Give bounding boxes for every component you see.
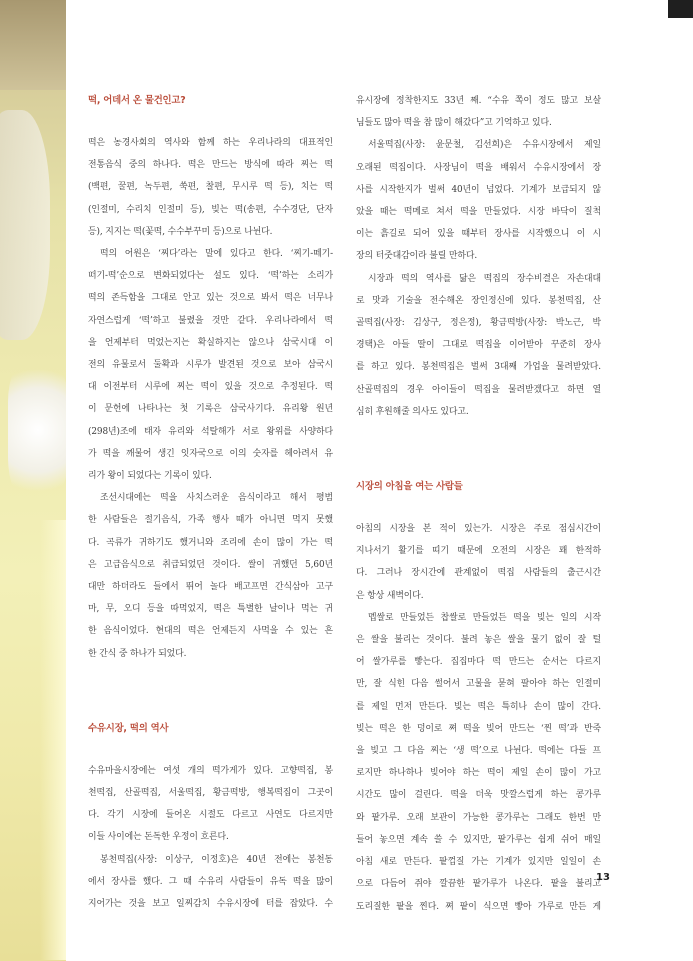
text-line: 도리질한 팥을 찐다. 쪄 팥이 식으면 빻아 가루로 만든 게 bbox=[356, 901, 601, 912]
text-line: 다. 그러나 장시간에 관계없이 떡집 사람들의 출근시간 bbox=[356, 568, 601, 579]
text-line: 골떡집(사장: 김상구, 정은정), 황금떡방(사장: 박노근, 박 bbox=[356, 318, 601, 329]
paragraph bbox=[356, 134, 601, 267]
text-line: 봉천떡집(사장: 이상구, 이정호)은 40년 전에는 봉천동 bbox=[100, 854, 333, 865]
photo-shadow bbox=[0, 0, 66, 90]
text-line: 으로 다듬어 쥐야 깔끔한 팥가루가 나온다. 팥을 불리고 bbox=[356, 879, 601, 890]
photo-bowl bbox=[0, 110, 50, 340]
text-line: 멥쌀로 만들었든 찹쌀로 만들었든 떡을 빚는 일의 시작 bbox=[368, 612, 601, 623]
section-heading: 시장의 아침을 여는 사람들 bbox=[356, 481, 463, 493]
text-line: 전통음식 중의 하나다. 떡은 만드는 방식에 따라 찌는 떡 bbox=[88, 160, 333, 171]
text-line: 로지만 하나하나 빚어야 하는 떡이 제일 손이 많이 가고 bbox=[356, 768, 601, 779]
right-column bbox=[356, 90, 601, 918]
text-line: 다. 곡류가 귀하기도 했거니와 조리에 손이 많이 가는 떡 bbox=[88, 537, 333, 548]
text-line: 자연스럽게 ‘떡’하고 불렸을 것만 같다. 우리나라에서 떡 bbox=[88, 315, 333, 326]
text-line: 님들도 많아 떡을 참 많이 해갔다”고 기억하고 있다. bbox=[356, 118, 552, 129]
paragraph bbox=[356, 90, 601, 134]
text-line: 어 쌀가루를 빻는다. 집집마다 떡 만드는 순서는 다르지 bbox=[356, 657, 601, 668]
text-line: 만, 잘 식힌 다음 썰어서 고물을 묻혀 팔아야 하는 인절미 bbox=[356, 679, 601, 690]
text-line: 빚는 떡은 한 덩이로 쪄 떡을 빚어 만드는 ‘찐 떡’과 반죽 bbox=[356, 723, 601, 734]
text-line: 한 간식 중 하나가 되었다. bbox=[88, 648, 187, 659]
text-line: 경택)은 아들 딸이 그대로 떡집을 이어받아 꾸준히 장사 bbox=[356, 340, 601, 351]
photo-rice-cake bbox=[8, 360, 66, 500]
side-photo-strip bbox=[0, 0, 66, 961]
text-line: 를 제일 먼저 만든다. 빚는 떡은 특히나 손이 많이 간다. bbox=[356, 701, 601, 712]
paragraph bbox=[356, 268, 601, 423]
text-line: 산골떡집의 경우 아이들이 떡집을 물려받겠다고 하면 열 bbox=[356, 384, 601, 395]
paragraph bbox=[88, 243, 333, 487]
text-line: 아침의 시장을 본 적이 있는가. 시장은 주로 점심시간이 bbox=[356, 524, 601, 535]
photo-highlight bbox=[40, 520, 66, 960]
text-line: 심히 후원해줄 의사도 있다고. bbox=[356, 406, 469, 417]
text-line: 떡은 농경사회의 역사와 함께 하는 우리나라의 대표적인 bbox=[88, 138, 333, 148]
corner-tab bbox=[668, 0, 693, 18]
text-line: 한 사람들은 절기음식, 가족 행사 때가 아니면 먹지 못했 bbox=[88, 515, 333, 526]
text-line: 았을 때는 떡메로 쳐서 떡을 만들었다. 시장 바닥이 질척 bbox=[356, 207, 601, 218]
text-line: 을 빚고 그 다음 찌는 ‘생 떡’으로 나뉜다. 떡에는 다들 프 bbox=[356, 746, 601, 757]
text-line: 천떡집, 산골떡집, 서울떡집, 황금떡방, 행복떡집이 그곳이 bbox=[88, 788, 333, 799]
text-line: 들어 놓으면 계속 쓸 수 있지만, 팥가루는 쉽게 쉬어 매일 bbox=[356, 834, 601, 845]
text-line: 은 고급음식으로 취급되었던 것이다. 쌀이 귀했던 5,60년 bbox=[88, 559, 333, 570]
paragraph bbox=[356, 607, 601, 918]
text-line: 로 맛과 기술을 전수해온 장인정신에 있다. 봉천떡집, 산 bbox=[356, 295, 601, 306]
page-number: 13 bbox=[596, 872, 610, 883]
paragraph bbox=[88, 760, 333, 849]
text-line: 지어가는 것을 보고 일찌감치 수유시장에 터를 잡았다. 수 bbox=[88, 899, 333, 910]
text-line: 은 쌀을 불리는 것이다. 불려 놓은 쌀을 물기 없이 잘 털 bbox=[356, 635, 601, 646]
text-line: 유시장에 정착한지도 33년 째. “수유 쪽이 정도 많고 보살 bbox=[356, 96, 601, 106]
text-line: 다. 각기 시장에 들어온 시절도 다르고 사연도 다르지만 bbox=[88, 810, 333, 821]
text-line: 마, 무, 오디 등을 따먹었지, 떡은 특별한 날이나 먹는 귀 bbox=[88, 604, 333, 615]
paragraph bbox=[356, 518, 601, 607]
text-line: 리가 왕이 되었다는 기록이 있다. bbox=[88, 471, 212, 482]
text-line: 장의 터줏대감이라 불릴 만하다. bbox=[356, 251, 478, 262]
text-line: 에서 장사를 했다. 그 때 수유리 사람들이 유독 떡을 많이 bbox=[88, 876, 333, 887]
text-line: 사를 시작한지가 벌써 40년이 넘었다. 기계가 보급되지 않 bbox=[356, 184, 601, 195]
paragraph bbox=[88, 487, 333, 665]
text-line: 서울떡집(사장: 윤문철, 김선희)은 수유시장에서 제일 bbox=[368, 140, 601, 151]
section-heading: 수유시장, 떡의 역사 bbox=[88, 722, 169, 734]
text-line: 지나서기 활기를 띠기 때문에 오전의 시장은 꽤 한적하 bbox=[356, 546, 601, 557]
text-line: 대만 하더라도 들에서 뛰어 놀다 배고프면 간식삼아 고구 bbox=[88, 582, 333, 593]
text-line: 등), 지지는 떡(꽃떡, 수수부꾸미 등)으로 나뉜다. bbox=[88, 226, 273, 237]
text-line: 를 하고 있다. 봉천떡집은 벌써 3대째 가업을 물려받았다. bbox=[356, 362, 601, 373]
text-line: 이들 사이에는 돈독한 우정이 흐른다. bbox=[88, 832, 229, 843]
text-line: (298년)조에 태자 유리와 석탈해가 서로 왕위를 사양하다 bbox=[88, 426, 333, 437]
text-line: 떡의 어원은 ‘찌다’라는 말에 있다고 한다. ‘찌기-떼기- bbox=[100, 249, 333, 260]
text-line: 은 항상 새벽이다. bbox=[356, 590, 424, 601]
text-line: 전의 유물로서 둘확과 시루가 발견된 것으로 보아 삼국시 bbox=[88, 360, 333, 371]
text-line: 떡의 존득함을 그대로 안고 있는 것으로 봐서 떡은 너무나 bbox=[88, 293, 333, 304]
text-line: 이는 흙길로 되어 있을 때부터 장사를 시작했으니 이 시 bbox=[356, 229, 601, 240]
left-column bbox=[88, 90, 333, 915]
text-line: 시간도 많이 걸린다. 떡을 더욱 맛깔스럽게 하는 콩가루 bbox=[356, 790, 601, 801]
text-line: (백편, 꿀편, 녹두편, 쑥편, 찰편, 무시루 떡 등), 치는 떡 bbox=[88, 182, 333, 193]
text-line: 시장과 떡의 역사를 닮은 떡집의 장수비결은 자손대대 bbox=[368, 273, 601, 284]
text-line: (인절미, 수리치 인절미 등), 빚는 떡(송편, 수수경단, 단자 bbox=[88, 204, 333, 215]
text-line: 가 떡을 깨물어 생긴 잇자국으로 이의 숫자를 헤아려서 유 bbox=[88, 448, 333, 459]
paragraph bbox=[88, 849, 333, 916]
text-line: 아침 새로 만든다. 팥껍질 가는 기계가 있지만 일일이 손 bbox=[356, 857, 601, 868]
text-line: 이 문헌에 나타나는 첫 기록은 삼국사기다. 유리왕 원년 bbox=[88, 404, 333, 415]
text-line: 와 팥가루. 오래 보관이 가능한 콩가루는 그래도 한번 만 bbox=[356, 812, 601, 823]
paragraph bbox=[88, 132, 333, 243]
text-line: 대 이전부터 시루에 찌는 떡이 있을 것으로 추정된다. 떡 bbox=[88, 382, 333, 393]
text-line: 수유마을시장에는 여섯 개의 떡가게가 있다. 고향떡집, 봉 bbox=[88, 765, 333, 776]
text-line: 오래된 떡집이다. 사장님이 떡을 배워서 수유시장에서 장 bbox=[356, 162, 601, 173]
text-line: 한 음식이었다. 현대의 떡은 언제든지 사먹을 수 있는 흔 bbox=[88, 626, 333, 637]
section-heading: 떡, 어데서 온 물건인고? bbox=[88, 95, 186, 106]
text-line: 떠기-떡’순으로 변화되었다는 설도 있다. ‘떡’하는 소리가 bbox=[88, 271, 333, 282]
text-line: 조선시대에는 떡을 사치스러운 음식이라고 해서 평범 bbox=[100, 493, 333, 504]
text-line: 을 언제부터 먹었는지는 확실하지는 않으나 삼국시대 이 bbox=[88, 337, 333, 348]
